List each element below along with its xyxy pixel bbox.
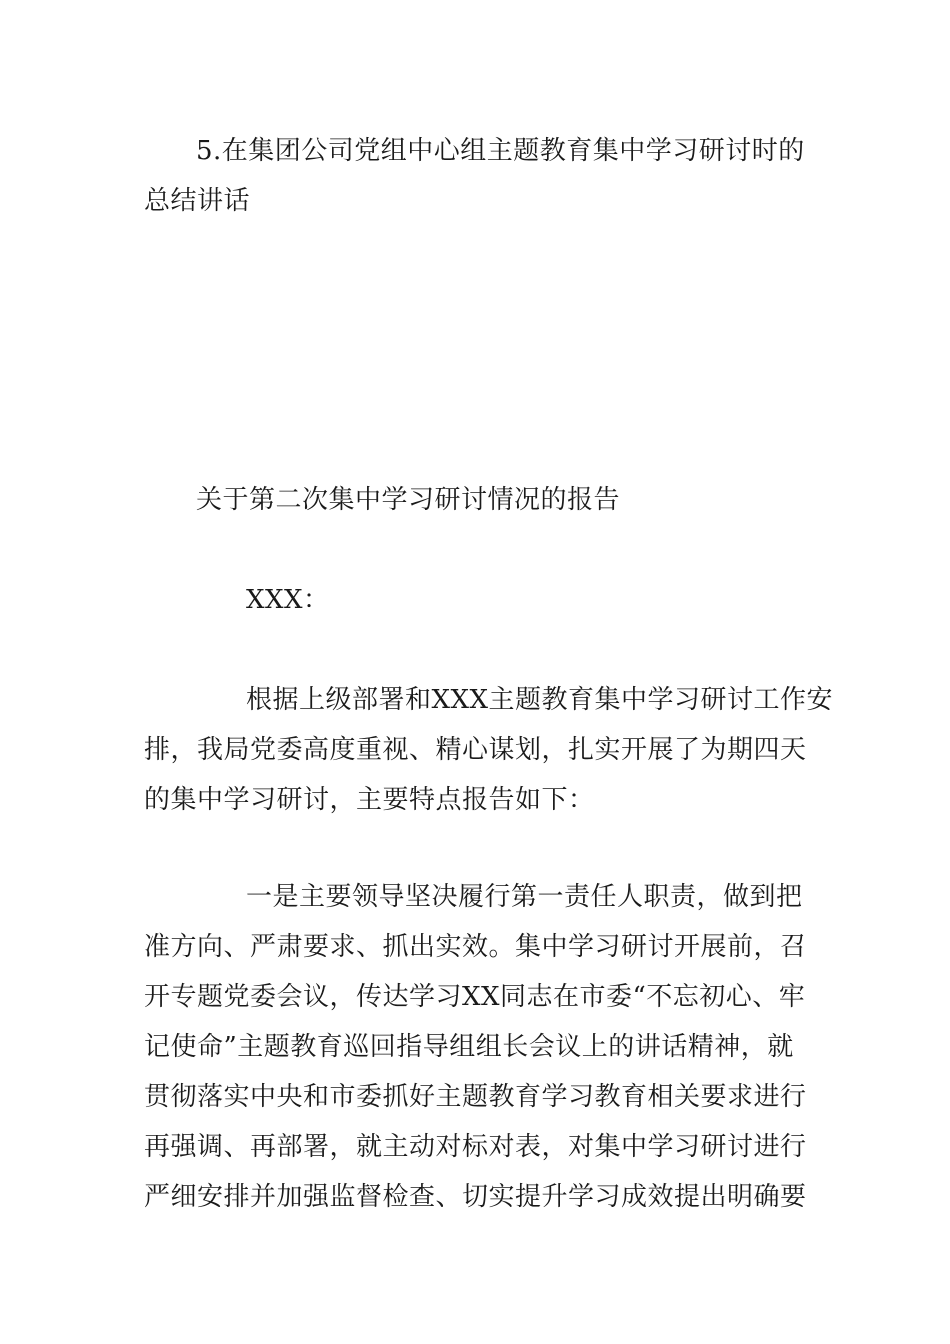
paragraph-2-line-3: 开专题党委会议，传达学习XX同志在市委“不忘初心、牢 (144, 982, 806, 1012)
paragraph-2-line-1: 一是主要领导坚决履行第一责任人职责，做到把 (246, 882, 803, 912)
paragraph-1-line-3: 的集中学习研讨，主要特点报告如下： (144, 785, 595, 815)
salutation: XXX： (246, 585, 330, 615)
paragraph-2-line-5: 贯彻落实中央和市委抓好主题教育学习教育相关要求进行 (144, 1082, 807, 1112)
heading-item-line-2: 总结讲话 (144, 186, 251, 216)
report-title: 关于第二次集中学习研讨情况的报告 (196, 485, 621, 515)
paragraph-2-line-7: 严细安排并加强监督检查、切实提升学习成效提出明确要 (144, 1182, 807, 1212)
paragraph-2-line-6: 再强调、再部署，就主动对标对表，对集中学习研讨进行 (144, 1132, 807, 1162)
paragraph-2-line-2: 准方向、严肃要求、抓出实效。集中学习研讨开展前，召 (144, 932, 807, 962)
heading-item-line-1: 5.在集团公司党组中心组主题教育集中学习研讨时的 (196, 136, 805, 166)
paragraph-1-line-2: 排，我局党委高度重视、精心谋划，扎实开展了为期四天 (144, 735, 807, 765)
paragraph-1-line-1: 根据上级部署和XXX主题教育集中学习研讨工作安 (246, 685, 834, 715)
paragraph-2-line-4: 记使命”主题教育巡回指导组组长会议上的讲话精神，就 (144, 1032, 794, 1062)
